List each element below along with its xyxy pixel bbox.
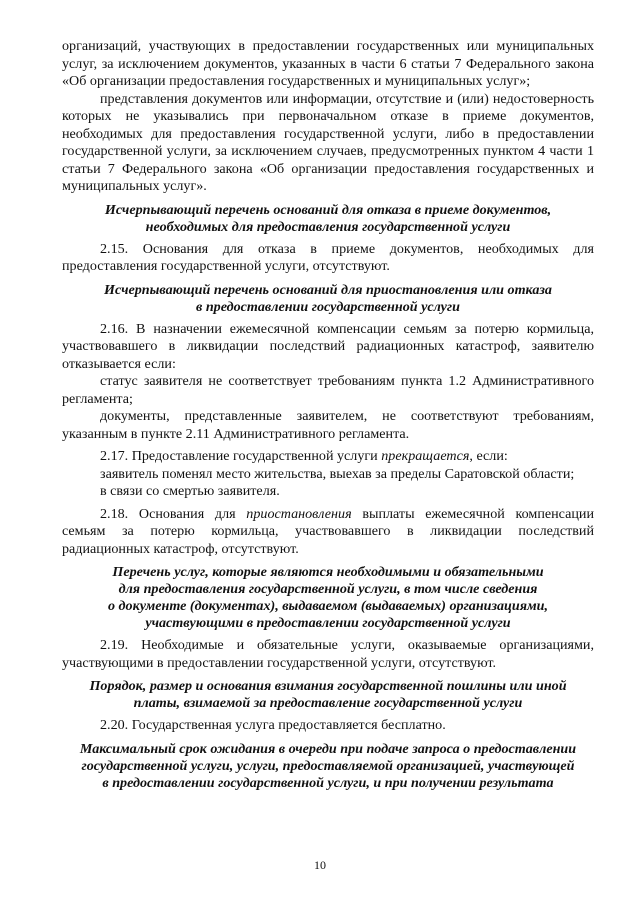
paragraph-2-17-a: заявитель поменял место жительства, выехав за пределы Саратовской области;	[100, 465, 575, 482]
heading-services	[62, 564, 594, 632]
heading-line: государственной услуги, услуги, предоставляемой организацией, участвующей	[81, 757, 575, 774]
heading-suspension	[62, 282, 594, 316]
paragraph-2-17-end: , если:	[469, 448, 508, 464]
document-page	[62, 38, 594, 797]
heading-line: Максимальный срок ожидания в очереди при подаче запроса о предоставлении	[79, 740, 577, 757]
heading-line: в предоставлении государственной услуги	[196, 298, 460, 315]
heading-line: Перечень услуг, которые являются необходимыми и обязательными	[112, 564, 544, 580]
paragraph-2-17	[62, 448, 594, 466]
paragraph-2-18-start: 2.18. Основания для	[100, 505, 247, 522]
paragraph-2-16: 2.16. В назначении ежемесячной компенсации семьям за потерю кормильца, участвовавшего в ликвидации последствий радиационных катастроф, заявителю отказывается если:	[62, 320, 594, 372]
heading-line: необходимых для предоставления государственной услуги	[145, 218, 511, 235]
heading-fee	[62, 678, 594, 712]
heading-line: о документе (документах), выдаваемом (выдаваемых) организациями,	[107, 598, 549, 614]
heading-line: для предоставления государственной услуги, в том числе сведения	[118, 581, 538, 597]
paragraph-2-16-a: статус заявителя не соответствует требованиям пункта 1.2 Административного регламента;	[62, 373, 594, 407]
heading-line: участвующими в предоставлении государственной услуги	[145, 615, 511, 631]
paragraph-2-18-end: выплаты ежемесячной компенсации семьям за потерю кормильца, участвовавшего в ликвидации последствий радиационных катастроф, отсутствуют.	[62, 505, 594, 557]
paragraph-intro-2: представления документов или информации, отсутствие и (или) недостоверность которых не указывались при первоначальном отказе в приеме документов, необходимых для предоставления государственной услуги, либо в предоставлении государственной услуги, за исключением случаев, предусмотренных пунктом 4 части 1 статьи 7 Федерального закона «Об организации предоставления государственных и муниципальных услуг».	[62, 90, 594, 194]
paragraph-2-15: 2.15. Основания для отказа в приеме документов, необходимых для предоставления государственной услуги, отсутствуют.	[62, 240, 594, 274]
page-number: 10	[314, 858, 326, 872]
heading-line: Исчерпывающий перечень оснований для отказа в приеме документов,	[104, 201, 552, 218]
paragraph-2-17-b: в связи со смертью заявителя.	[100, 483, 280, 499]
heading-wait	[62, 741, 594, 792]
heading-line: в предоставлении государственной услуги, и при получении результата	[102, 774, 554, 791]
heading-refusal	[62, 202, 594, 236]
paragraph-2-16-b: документы, представленные заявителем, не соответствуют требованиям, указанным в пункте 2.11 Административного регламента.	[62, 408, 594, 442]
heading-line: Порядок, размер и основания взимания государственной пошлины или иной	[89, 678, 567, 694]
heading-line: Исчерпывающий перечень оснований для приостановления или отказа	[104, 281, 552, 298]
paragraph-2-19: 2.19. Необходимые и обязательные услуги, оказываемые организациями, участвующими в предоставлении государственной услуги, отсутствуют.	[62, 637, 594, 671]
paragraph-2-18	[62, 506, 594, 559]
paragraph-2-17-emphasis: прекращается	[381, 448, 470, 464]
heading-line: платы, взимаемой за предоставление государственной услуги	[133, 695, 523, 711]
paragraph-2-20: 2.20. Государственная услуга предоставляется бесплатно.	[100, 717, 446, 733]
paragraph-intro-1: организаций, участвующих в предоставлении государственных или муниципальных услуг, за исключением документов, указанных в части 6 статьи 7 Федерального закона «Об организации предоставления государственных и муниципальных услуг»;	[62, 38, 594, 89]
paragraph-2-17-start: 2.17. Предоставление государственной услуги	[100, 448, 382, 464]
paragraph-2-18-emphasis: приостановления	[246, 505, 352, 522]
